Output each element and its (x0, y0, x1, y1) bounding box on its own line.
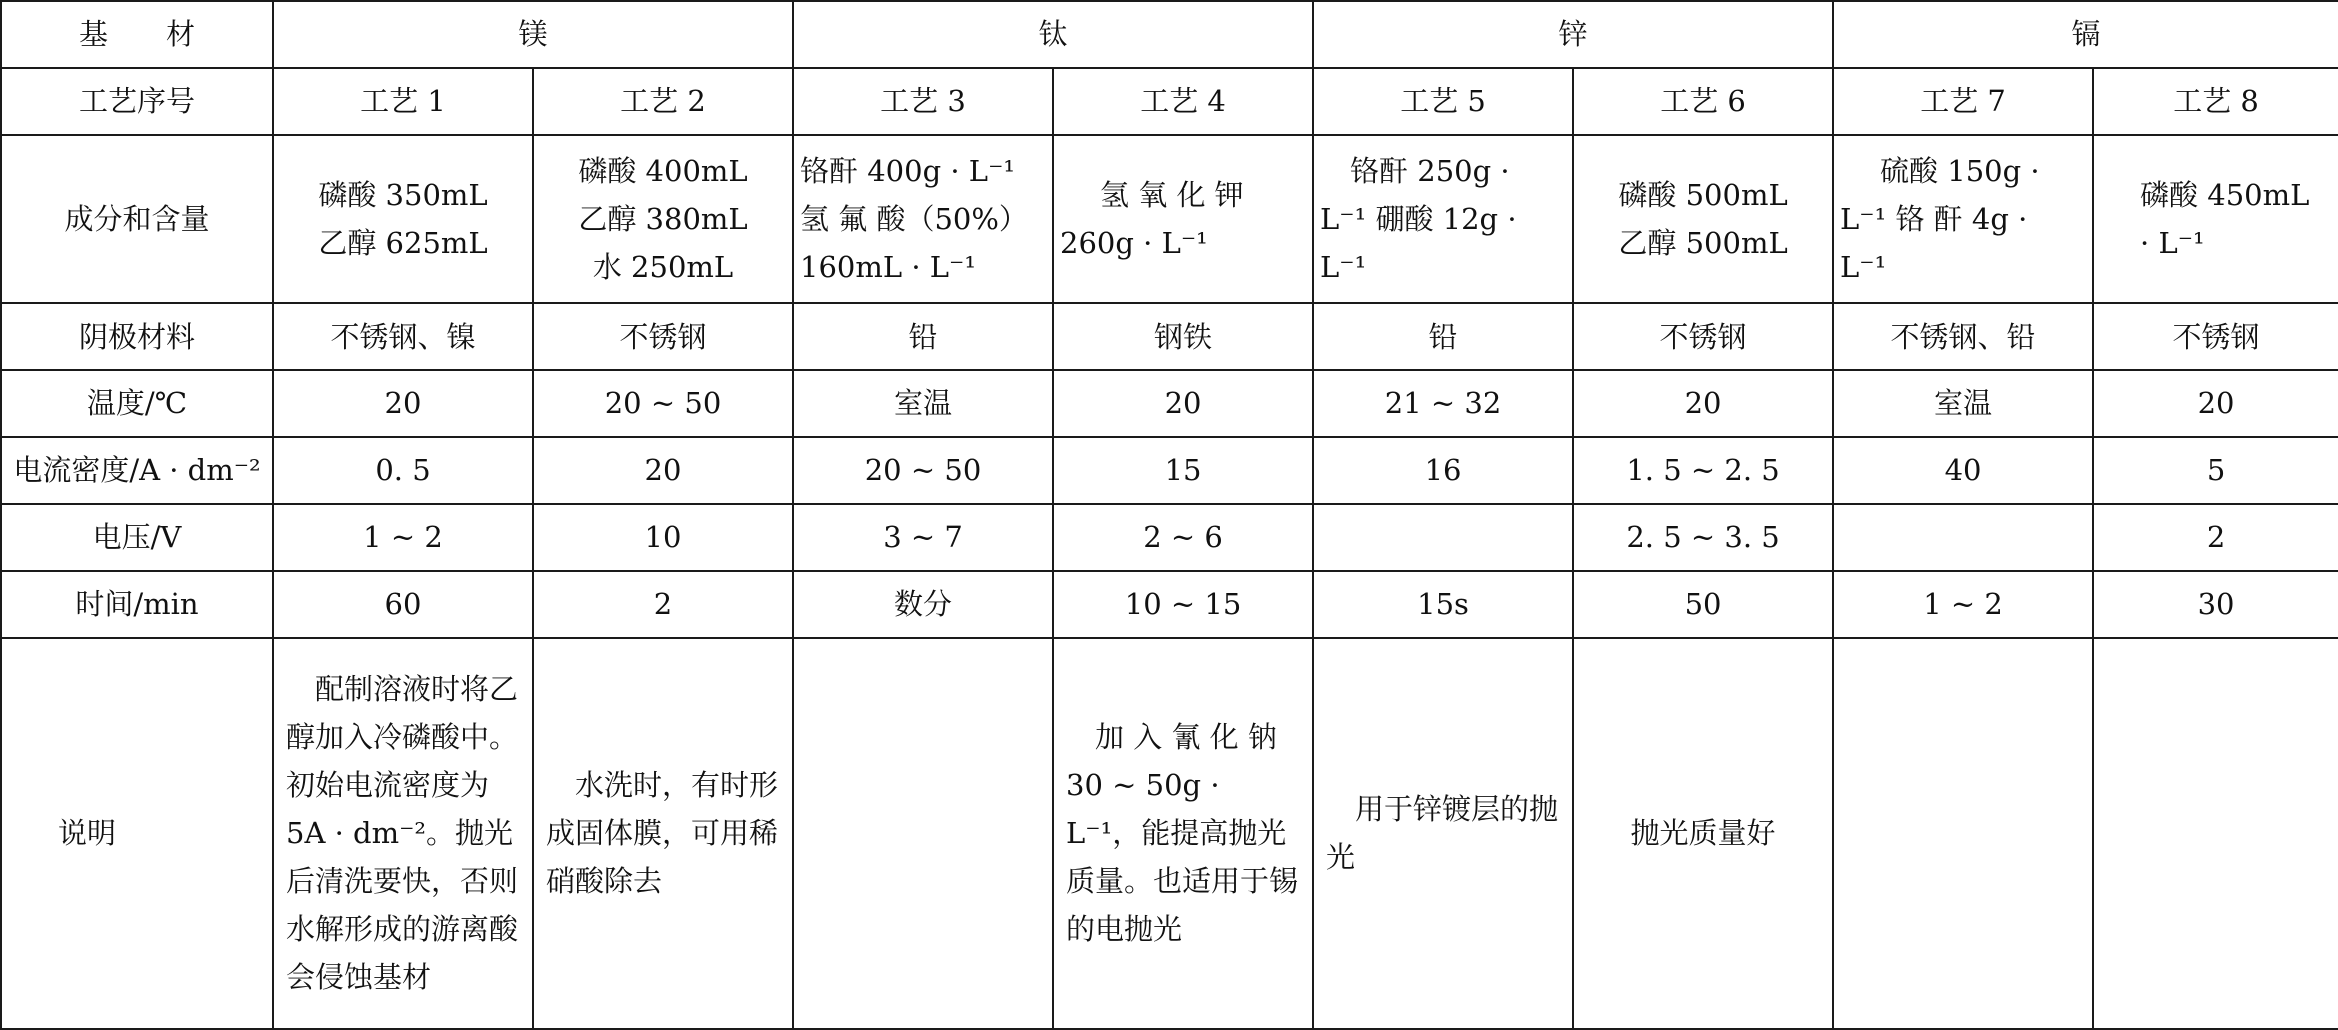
composition-cell (1573, 135, 1833, 303)
cathode-cell: 不锈钢 (533, 303, 793, 370)
header-row (1, 1, 2338, 68)
time-cell: 15s (1313, 571, 1573, 638)
composition-line: 磷酸 350mL (318, 177, 488, 212)
voltage-cell (1833, 504, 2093, 571)
temperature-cell: 室温 (793, 370, 1053, 437)
time-cell: 30 (2093, 571, 2338, 638)
temperature-cell: 21 ~ 32 (1313, 370, 1573, 437)
time-cell: 2 (533, 571, 793, 638)
current-density-cell: 1. 5 ~ 2. 5 (1573, 437, 1833, 504)
cathode-cell: 钢铁 (1053, 303, 1313, 370)
notes-cell: 水洗时，有时形成固体膜，可用稀硝酸除去 (533, 638, 793, 1029)
composition-line: 磷酸 450mL (2140, 177, 2310, 212)
current-density-cell: 15 (1053, 437, 1313, 504)
composition-cell (2093, 135, 2338, 303)
notes-row (1, 638, 2338, 1029)
cathode-cell: 不锈钢 (1573, 303, 1833, 370)
composition-line: 260g · L⁻¹ (1060, 225, 1208, 260)
material-zinc: 锌 (1313, 1, 1833, 68)
notes-label: 说明 (1, 638, 273, 1029)
process-cell: 工艺 5 (1313, 68, 1573, 135)
temperature-cell: 20 (273, 370, 533, 437)
cathode-row (1, 303, 2338, 370)
time-label: 时间/min (1, 571, 273, 638)
cathode-cell: 不锈钢 (2093, 303, 2338, 370)
temperature-cell: 20 ~ 50 (533, 370, 793, 437)
process-cell: 工艺 7 (1833, 68, 2093, 135)
composition-line: 铬酐 400g · L⁻¹ (800, 153, 1015, 188)
composition-line: L⁻¹ 铬 酐 4g · (1840, 201, 2028, 236)
notes-cell: 配制溶液时将乙醇加入冷磷酸中。初始电流密度为5A · dm⁻²。抛光后清洗要快，否则水解形成的游离酸会侵蚀基材 (273, 638, 533, 1029)
voltage-cell: 1 ~ 2 (273, 504, 533, 571)
composition-label: 成分和含量 (1, 135, 273, 303)
voltage-cell: 10 (533, 504, 793, 571)
current-density-cell: 16 (1313, 437, 1573, 504)
process-row (1, 68, 2338, 135)
voltage-cell: 2 (2093, 504, 2338, 571)
voltage-cell (1313, 504, 1573, 571)
composition-line: 乙醇 380mL (578, 201, 748, 236)
notes-cell: 用于锌镀层的抛光 (1313, 638, 1573, 1029)
process-cell: 工艺 4 (1053, 68, 1313, 135)
process-cell: 工艺 8 (2093, 68, 2338, 135)
composition-cell (1053, 135, 1313, 303)
current-density-row (1, 437, 2338, 504)
temperature-cell: 室温 (1833, 370, 2093, 437)
temperature-row (1, 370, 2338, 437)
material-cadmium: 镉 (1833, 1, 2338, 68)
time-cell: 50 (1573, 571, 1833, 638)
composition-line: 160mL · L⁻¹ (800, 249, 976, 284)
time-row (1, 571, 2338, 638)
composition-line: 氢 氧 化 钾 (1100, 177, 1244, 212)
composition-cell (1833, 135, 2093, 303)
composition-line: 乙醇 625mL (318, 225, 488, 260)
process-label: 工艺序号 (1, 68, 273, 135)
composition-line: 铬酐 250g · (1350, 153, 1510, 188)
notes-cell (793, 638, 1053, 1029)
time-cell: 60 (273, 571, 533, 638)
current-density-cell: 20 ~ 50 (793, 437, 1053, 504)
temperature-label: 温度/℃ (1, 370, 273, 437)
cathode-cell: 不锈钢、铅 (1833, 303, 2093, 370)
voltage-cell: 2. 5 ~ 3. 5 (1573, 504, 1833, 571)
notes-cell: 加 入 氰 化 钠 30 ~ 50g · L⁻¹，能提高抛光质量。也适用于锡的电抛光 (1053, 638, 1313, 1029)
current-density-label: 电流密度/A · dm⁻² (1, 437, 273, 504)
temperature-cell: 20 (1053, 370, 1313, 437)
notes-cell: 抛光质量好 (1573, 638, 1833, 1029)
composition-line: 磷酸 500mL (1618, 177, 1788, 212)
process-cell: 工艺 2 (533, 68, 793, 135)
time-cell: 1 ~ 2 (1833, 571, 2093, 638)
process-cell: 工艺 1 (273, 68, 533, 135)
current-density-cell: 5 (2093, 437, 2338, 504)
composition-cell (1313, 135, 1573, 303)
voltage-cell: 2 ~ 6 (1053, 504, 1313, 571)
cathode-label: 阴极材料 (1, 303, 273, 370)
composition-cell (793, 135, 1053, 303)
composition-cell (273, 135, 533, 303)
notes-cell (1833, 638, 2093, 1029)
time-cell: 10 ~ 15 (1053, 571, 1313, 638)
temperature-cell: 20 (2093, 370, 2338, 437)
voltage-label: 电压/V (1, 504, 273, 571)
current-density-cell: 0. 5 (273, 437, 533, 504)
voltage-row (1, 504, 2338, 571)
composition-line: · L⁻¹ (2140, 225, 2205, 260)
current-density-cell: 40 (1833, 437, 2093, 504)
composition-line: 硫酸 150g · (1880, 153, 2040, 188)
process-cell: 工艺 6 (1573, 68, 1833, 135)
base-material-label: 基 材 (1, 1, 273, 68)
composition-line: 水 250mL (592, 249, 734, 284)
process-cell: 工艺 3 (793, 68, 1053, 135)
cathode-cell: 不锈钢、镍 (273, 303, 533, 370)
composition-line: 乙醇 500mL (1618, 225, 1788, 260)
temperature-cell: 20 (1573, 370, 1833, 437)
composition-line: 磷酸 400mL (578, 153, 748, 188)
composition-line: L⁻¹ (1320, 249, 1367, 284)
material-titanium: 钛 (793, 1, 1313, 68)
cathode-cell: 铅 (793, 303, 1053, 370)
composition-row (1, 135, 2338, 303)
cathode-cell: 铅 (1313, 303, 1573, 370)
time-cell: 数分 (793, 571, 1053, 638)
composition-line: L⁻¹ (1840, 249, 1887, 284)
material-magnesium: 镁 (273, 1, 793, 68)
composition-cell (533, 135, 793, 303)
composition-line: 氢 氟 酸（50%） (800, 201, 1028, 236)
notes-cell (2093, 638, 2338, 1029)
current-density-cell: 20 (533, 437, 793, 504)
voltage-cell: 3 ~ 7 (793, 504, 1053, 571)
composition-line: L⁻¹ 硼酸 12g · (1320, 201, 1517, 236)
